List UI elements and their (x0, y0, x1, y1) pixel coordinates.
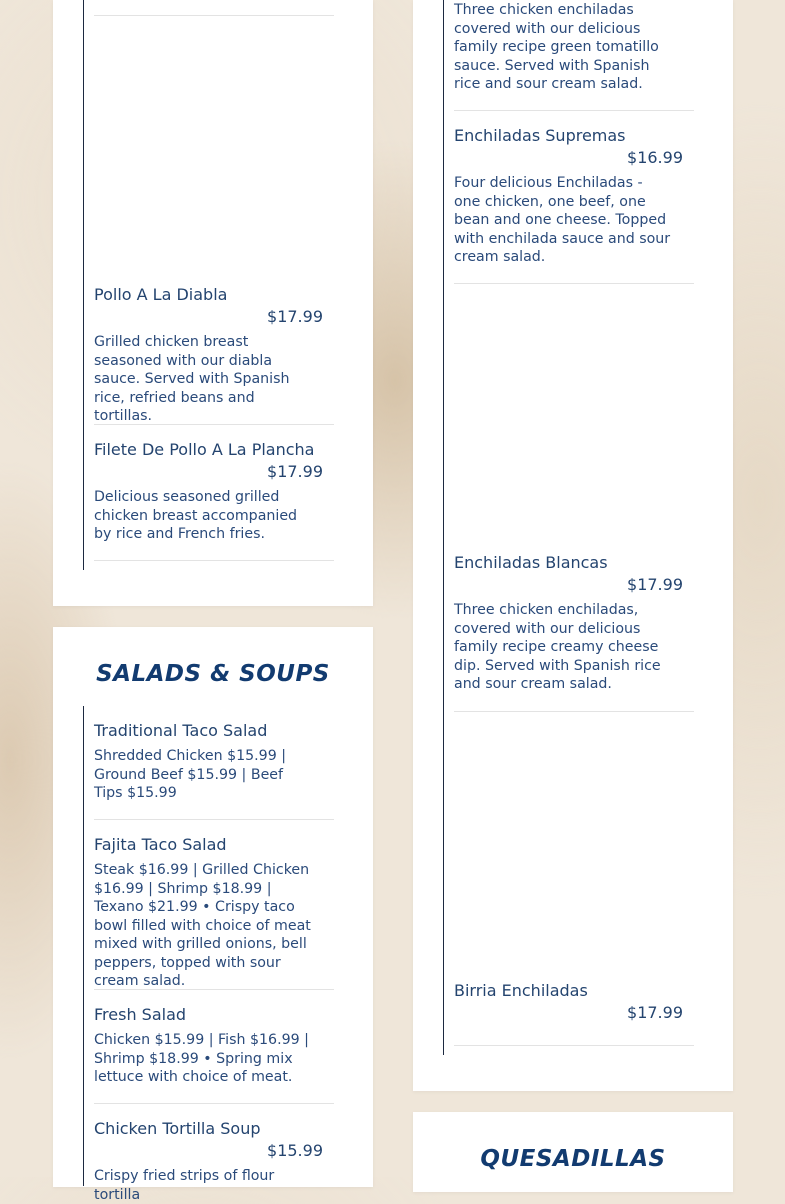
menu-card-right-top (413, 0, 733, 1091)
menu-item-price: $17.99 (267, 462, 323, 481)
menu-item-description: Four delicious Enchiladas - one chicken, one beef, one bean and one cheese. Topped with enchilada sauce and sour cream salad. (454, 175, 671, 265)
item-separator (94, 560, 334, 561)
menu-item-enchiladas-verdes[interactable] (454, 0, 694, 94)
menu-item-description: Shredded Chicken $15.99 | Ground Beef $15.99 | Beef Tips $15.99 (94, 748, 287, 801)
item-separator (454, 283, 694, 284)
section-divider-line (83, 706, 84, 1186)
menu-card-salads-soups (53, 627, 373, 1203)
menu-item-description: Crispy fried strips of flour tortilla (94, 1168, 275, 1203)
menu-item-name: Chicken Tortilla Soup (94, 1119, 261, 1138)
section-divider-line (443, 0, 444, 1055)
menu-item-birria-enchiladas[interactable] (454, 981, 694, 1023)
menu-item-fajita-taco-salad[interactable] (94, 835, 334, 991)
menu-item-chicken-tortilla-soup[interactable] (94, 1119, 334, 1204)
menu-item-description: Grilled chicken breast seasoned with our diabla sauce. Served with Spanish rice, refried beans and tortillas. (94, 334, 290, 424)
menu-item-name: Filete De Pollo A La Plancha (94, 440, 315, 459)
menu-item-name: Enchiladas Blancas (454, 553, 608, 572)
item-separator (94, 1103, 334, 1104)
menu-item-fresh-salad[interactable] (94, 1005, 334, 1087)
item-separator (94, 989, 334, 990)
item-separator (94, 424, 334, 425)
menu-item-price: $17.99 (267, 307, 323, 326)
item-separator (454, 110, 694, 111)
item-separator (454, 711, 694, 712)
menu-item-name: Fresh Salad (94, 1005, 187, 1024)
menu-item-filete-de-pollo[interactable] (94, 440, 334, 544)
menu-item-enchiladas-supremas[interactable] (454, 126, 694, 267)
menu-item-name: Enchiladas Supremas (454, 126, 626, 145)
menu-item-description: Steak $16.99 | Grilled Chicken $16.99 | Shrimp $18.99 | Texano $21.99 • Crispy taco bowl filled with choice of meat mixed with grilled onions, bell peppers, topped with sour cream salad. (94, 862, 311, 989)
menu-item-enchiladas-blancas[interactable] (454, 553, 694, 694)
menu-item-price: $17.99 (627, 1003, 683, 1022)
section-title-quesadillas: QUESADILLAS (480, 1146, 666, 1172)
item-separator (454, 1045, 694, 1046)
menu-card-left-top (53, 0, 373, 606)
menu-item-name: Fajita Taco Salad (94, 835, 227, 854)
menu-item-description: Chicken $15.99 | Fish $16.99 | Shrimp $18.99 • Spring mix lettuce with choice of meat. (94, 1032, 309, 1085)
menu-item-description: Three chicken enchiladas, covered with our delicious family recipe creamy cheese dip. Served with Spanish rice and sour cream salad. (454, 602, 661, 692)
menu-item-name: Birria Enchiladas (454, 981, 588, 1000)
menu-item-description: Delicious seasoned grilled chicken breast accompanied by rice and French fries. (94, 489, 298, 542)
menu-item-description: Three chicken enchiladas covered with our delicious family recipe green tomatillo sauce. Served with Spanish rice and sour cream salad. (454, 2, 659, 92)
menu-item-name: Traditional Taco Salad (94, 721, 268, 740)
section-title-salads-soups: SALADS & SOUPS (96, 661, 330, 687)
item-separator (94, 819, 334, 820)
menu-item-name: Pollo A La Diabla (94, 285, 228, 304)
menu-item-price: $15.99 (267, 1141, 323, 1160)
menu-card-quesadillas (413, 1112, 733, 1192)
section-divider-line (83, 0, 84, 570)
menu-item-price: $16.99 (627, 148, 683, 167)
menu-item-price: $17.99 (627, 575, 683, 594)
item-separator (94, 15, 334, 16)
menu-item-pollo-a-la-diabla[interactable] (94, 285, 334, 426)
menu-item-traditional-taco-salad[interactable] (94, 721, 334, 803)
